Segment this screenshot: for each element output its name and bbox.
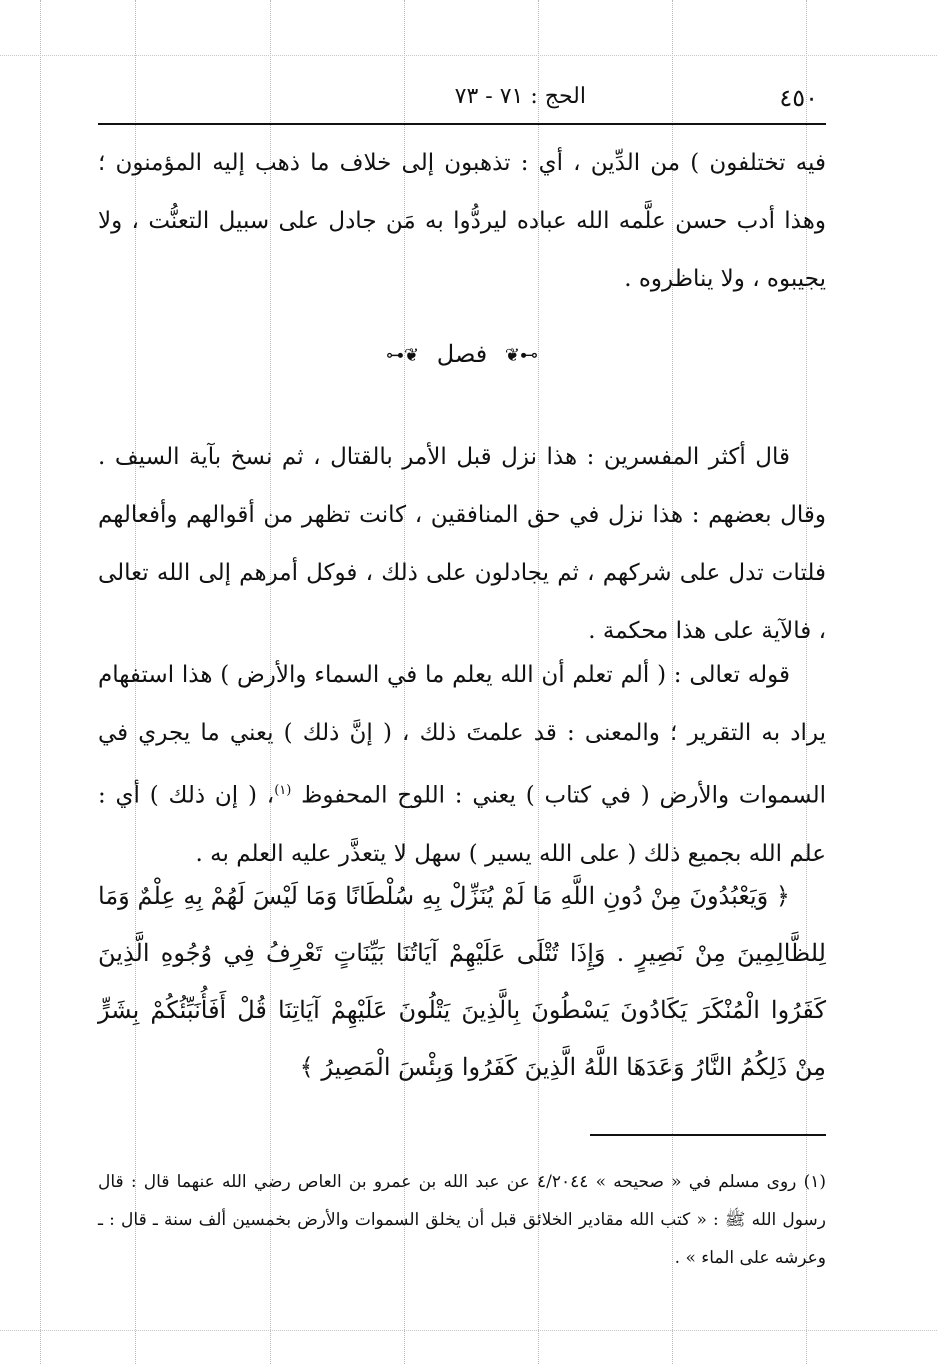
footnote-rule	[590, 1134, 826, 1136]
section-heading	[98, 340, 826, 368]
scan-guide-line	[0, 55, 937, 56]
footnote: (١) روى مسلم في « صحيحه » ٤/٢٠٤٤ عن عبد الله بن عمرو بن العاص رضي الله عنهما قال : قال رسول الله ﷺ : « كتب الله مقادير الخلائق قبل أن يخلق السموات والأرض بخمسين ألف سنة ـ قال : ـ وعرشه على الماء » .	[98, 1172, 826, 1268]
running-title: الحج : ٧١ - ٧٣	[454, 84, 586, 109]
page-number: ٤٥٠	[779, 84, 818, 112]
section-title: فصل	[436, 340, 488, 368]
ornament-icon: ⊶❦	[504, 345, 538, 366]
exegesis-text-cont: ، ( إن ذلك ) أي : علم الله بجميع ذلك ( على الله يسير ) سهل لا يتعذَّر عليه العلم به .	[98, 782, 826, 867]
quran-verse: ﴿ وَيَعْبُدُونَ مِنْ دُونِ اللَّهِ مَا لَمْ يُنَزِّلْ بِهِ سُلْطَانًا وَمَا لَيْسَ لَهُمْ بِهِ عِلْمٌ وَمَا لِلظَّالِمِينَ مِنْ نَصِيرٍ . وَإِذَا تُتْلَى عَلَيْهِمْ آيَاتُنَا بَيِّنَاتٍ تَعْرِفُ فِي وُجُوهِ الَّذِينَ كَفَرُوا الْمُنْكَرَ يَكَادُونَ يَسْطُونَ بِالَّذِينَ يَتْلُونَ عَلَيْهِمْ آيَاتِنَا قُلْ أَفَأُنَبِّئُكُمْ بِشَرٍّ مِنْ ذَلِكُمُ النَّارُ وَعَدَهَا اللَّهُ الَّذِينَ كَفَرُوا وَبِئْسَ الْمَصِيرُ ﴾	[98, 882, 826, 1081]
paragraph-exegesis	[98, 646, 826, 883]
page-header	[98, 84, 826, 124]
exegesis-text: قوله تعالى : ( ألم تعلم أن الله يعلم ما في السماء والأرض ) هذا استفهام يراد به التقرير ؛ والمعنى : قد علمتَ ذلك ، ( إنَّ ذلك ) يعني ما يجري في السموات والأرض ( في كتاب ) يعني : اللوح المحفوظ	[98, 662, 827, 809]
header-rule	[98, 123, 826, 125]
footnote-reference: (١)	[274, 783, 292, 798]
book-page	[98, 72, 826, 1352]
paragraph-commentary: قال أكثر المفسرين : هذا نزل قبل الأمر بالقتال ، ثم نسخ بآية السيف . وقال بعضهم : هذا نزل في حق المنافقين ، كانت تظهر من أقوالهم وأفعالهم فلتات تدل على شركهم ، ثم يجادلون على ذلك ، فوكل أمرهم إلى الله تعالى ، فالآية على هذا محكمة .	[98, 444, 826, 644]
ornament-icon: ❦⊷	[386, 345, 420, 366]
scan-guide-line	[40, 0, 41, 1364]
paragraph-continuation: فيه تختلفون ) من الدِّين ، أي : تذهبون إلى خلاف ما ذهب إليه المؤمنون ؛ وهذا أدب حسن علَّمه الله عباده ليردُّوا به مَن جادل على سبيل التعنُّت ، ولا يجيبوه ، ولا يناظروه .	[98, 150, 826, 292]
